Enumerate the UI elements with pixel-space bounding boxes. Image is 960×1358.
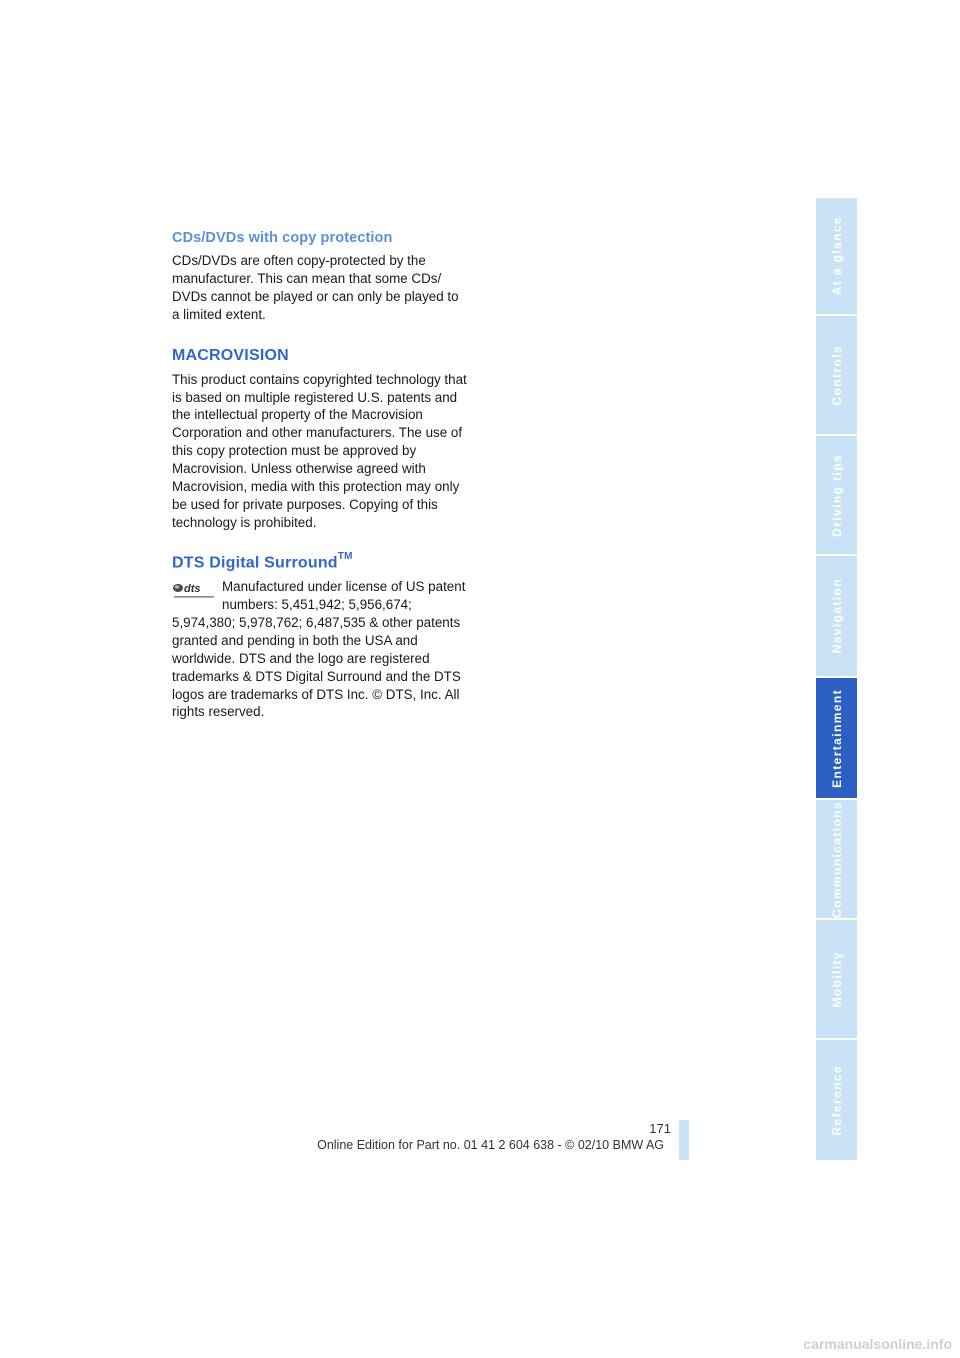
page-content (172, 230, 468, 721)
tab-driving-tips[interactable] (816, 436, 857, 554)
tab-label: Communications (829, 800, 844, 918)
tab-label: Entertainment (829, 688, 844, 788)
footer-edition-text: Online Edition for Part no. 01 41 2 604 638 - © 02/10 BMW AG (317, 1138, 664, 1152)
tab-label: Controls (829, 344, 844, 406)
page-number: 171 (649, 1121, 671, 1136)
dts-logo (172, 580, 216, 602)
dts-logo-text: dts (184, 583, 201, 596)
section-body-dts: Manufactured under license of US patent numbers: 5,451,942; 5,956,674; 5,974,380; 5,978,762; 6,487,535 & other patents granted and pending in both the USA and worldwide. DTS and the logo are registered trademarks & DTS Digital Surround and the DTS logos are trademarks of DTS Inc. © DTS, Inc. All rights reserved. (172, 579, 466, 720)
section-heading-copy-protection: CDs/DVDs with copy protection (172, 230, 393, 246)
trademark-superscript: TM (337, 550, 353, 562)
dts-heading-text: DTS Digital Surround (172, 554, 338, 572)
watermark: carmanualsonline.info (803, 1336, 952, 1352)
dts-block (172, 578, 468, 721)
section-body-macrovision: This product contains copyrighted technology that is based on multiple registered U.S. patents and the intellectual property of the Macrovision Corporation and other manufacturers. The use of this copy protection must be approved by Macrovision. Unless otherwise agreed with Macrovision, media with this protection may only be used for private purposes. Copying of this technology is prohibited. (172, 371, 467, 530)
page-number-bar (679, 1120, 689, 1160)
tab-entertainment[interactable] (816, 678, 857, 798)
tab-at-a-glance[interactable] (816, 198, 857, 314)
section-body-copy-protection: CDs/DVDs are often copy-protected by the manufacturer. This can mean that some CDs/ DVDs cannot be played or can only be played to a limited extent. (172, 253, 459, 322)
tab-controls[interactable] (816, 316, 857, 434)
tab-label: Navigation (829, 578, 844, 654)
tab-label: Driving tips (829, 453, 844, 537)
tab-label: Mobility (829, 950, 844, 1008)
section-heading-macrovision: MACROVISION (172, 346, 289, 364)
section-heading-dts (172, 550, 468, 572)
section-tabs (816, 198, 857, 1160)
tab-navigation[interactable] (816, 556, 857, 676)
tab-communications[interactable] (816, 800, 857, 918)
tab-mobility[interactable] (816, 920, 857, 1038)
tab-reference[interactable] (816, 1040, 857, 1160)
tab-label: At a glance (829, 216, 844, 296)
tab-label: Reference (829, 1064, 844, 1136)
